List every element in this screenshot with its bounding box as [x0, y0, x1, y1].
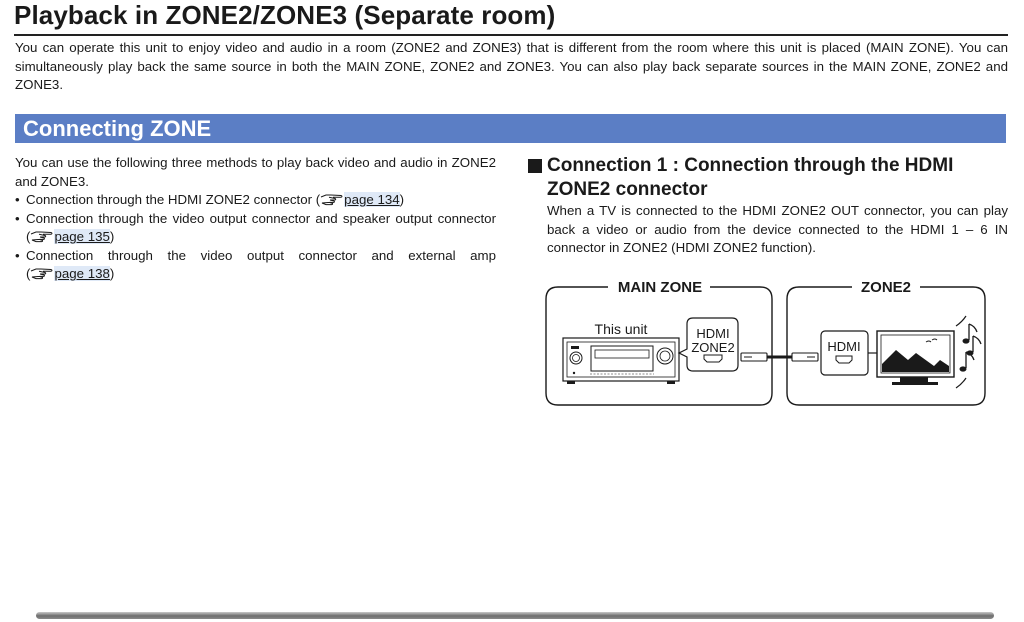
ref-paren-open: (	[26, 229, 31, 244]
hdmi-cable-icon	[741, 353, 818, 361]
ref-paren-open: (	[315, 192, 321, 207]
bullet: •	[15, 210, 20, 226]
list-item	[15, 247, 496, 284]
hdmi-zone2-out-connector	[679, 318, 738, 371]
hdmi-in-label: HDMI	[827, 339, 861, 354]
connection1-description: When a TV is connected to the HDMI ZONE2 OUT connector, you can play back a video or audio from the device connected to the HDMI 1 – 6 IN connector in ZONE2 (HDMI ZONE2 function).	[547, 203, 1008, 255]
pointing-hand-icon	[30, 267, 54, 280]
bullet: •	[15, 247, 20, 263]
square-bullet-icon	[528, 159, 542, 173]
page-reference	[26, 266, 114, 281]
connection1-column	[528, 154, 1008, 258]
hdmi-in-connector	[821, 331, 868, 375]
title-divider	[14, 34, 1008, 36]
page-reference	[316, 192, 404, 207]
pointing-hand-icon	[320, 193, 344, 206]
page-title: Playback in ZONE2/ZONE3 (Separate room)	[14, 0, 556, 30]
page-link-135[interactable]: page 135	[54, 229, 110, 244]
page-link-134[interactable]: page 134	[344, 192, 400, 207]
connection1-heading-text: Connection 1 : Connection through the HDMI ZONE2 connector	[547, 155, 954, 200]
section-banner	[15, 114, 1006, 143]
methods-column	[15, 154, 496, 284]
music-notes-icon	[956, 316, 981, 388]
section-title: Connecting ZONE	[23, 116, 212, 141]
method-text: Connection through the video output connector and speaker output connector	[26, 210, 496, 226]
ref-paren-open: (	[26, 266, 31, 281]
tv-icon	[877, 331, 954, 385]
methods-intro: You can use the following three methods to play back video and audio in ZONE2 and ZONE3.	[15, 155, 496, 189]
list-item	[15, 210, 496, 247]
page-link-138[interactable]: page 138	[54, 266, 110, 281]
connection1-heading	[528, 154, 1008, 202]
hdmi-out-label-line1: HDMI	[696, 326, 730, 341]
ref-paren-close: )	[109, 266, 115, 281]
ref-paren-close: )	[109, 229, 115, 244]
method-text: Connection through the video output connector and external amp	[26, 247, 496, 263]
method-text: Connection through the HDMI ZONE2 connector	[26, 192, 316, 207]
hdmi-out-label-line2: ZONE2	[691, 340, 735, 355]
list-item	[15, 191, 496, 210]
av-receiver-icon	[563, 338, 679, 384]
methods-list	[15, 191, 496, 284]
page-intro: You can operate this unit to enjoy video and audio in a room (ZONE2 and ZONE3) that is different from the room where this unit is placed (MAIN ZONE). You can simultaneously play back the same source in both the MAIN ZONE, ZONE2 and ZONE3. You can also play back separate sources in the MAIN ZONE, ZONE2 and ZONE3.	[15, 40, 1008, 92]
zone2-label: ZONE2	[860, 279, 912, 296]
page-reference	[26, 229, 114, 244]
bullet: •	[15, 192, 20, 207]
main-zone-label: MAIN ZONE	[617, 279, 703, 296]
unit-label: This unit	[594, 321, 648, 337]
ref-paren-close: )	[399, 192, 405, 207]
page-footer-bar	[36, 612, 994, 619]
connection-diagram	[544, 276, 990, 410]
pointing-hand-icon	[30, 230, 54, 243]
